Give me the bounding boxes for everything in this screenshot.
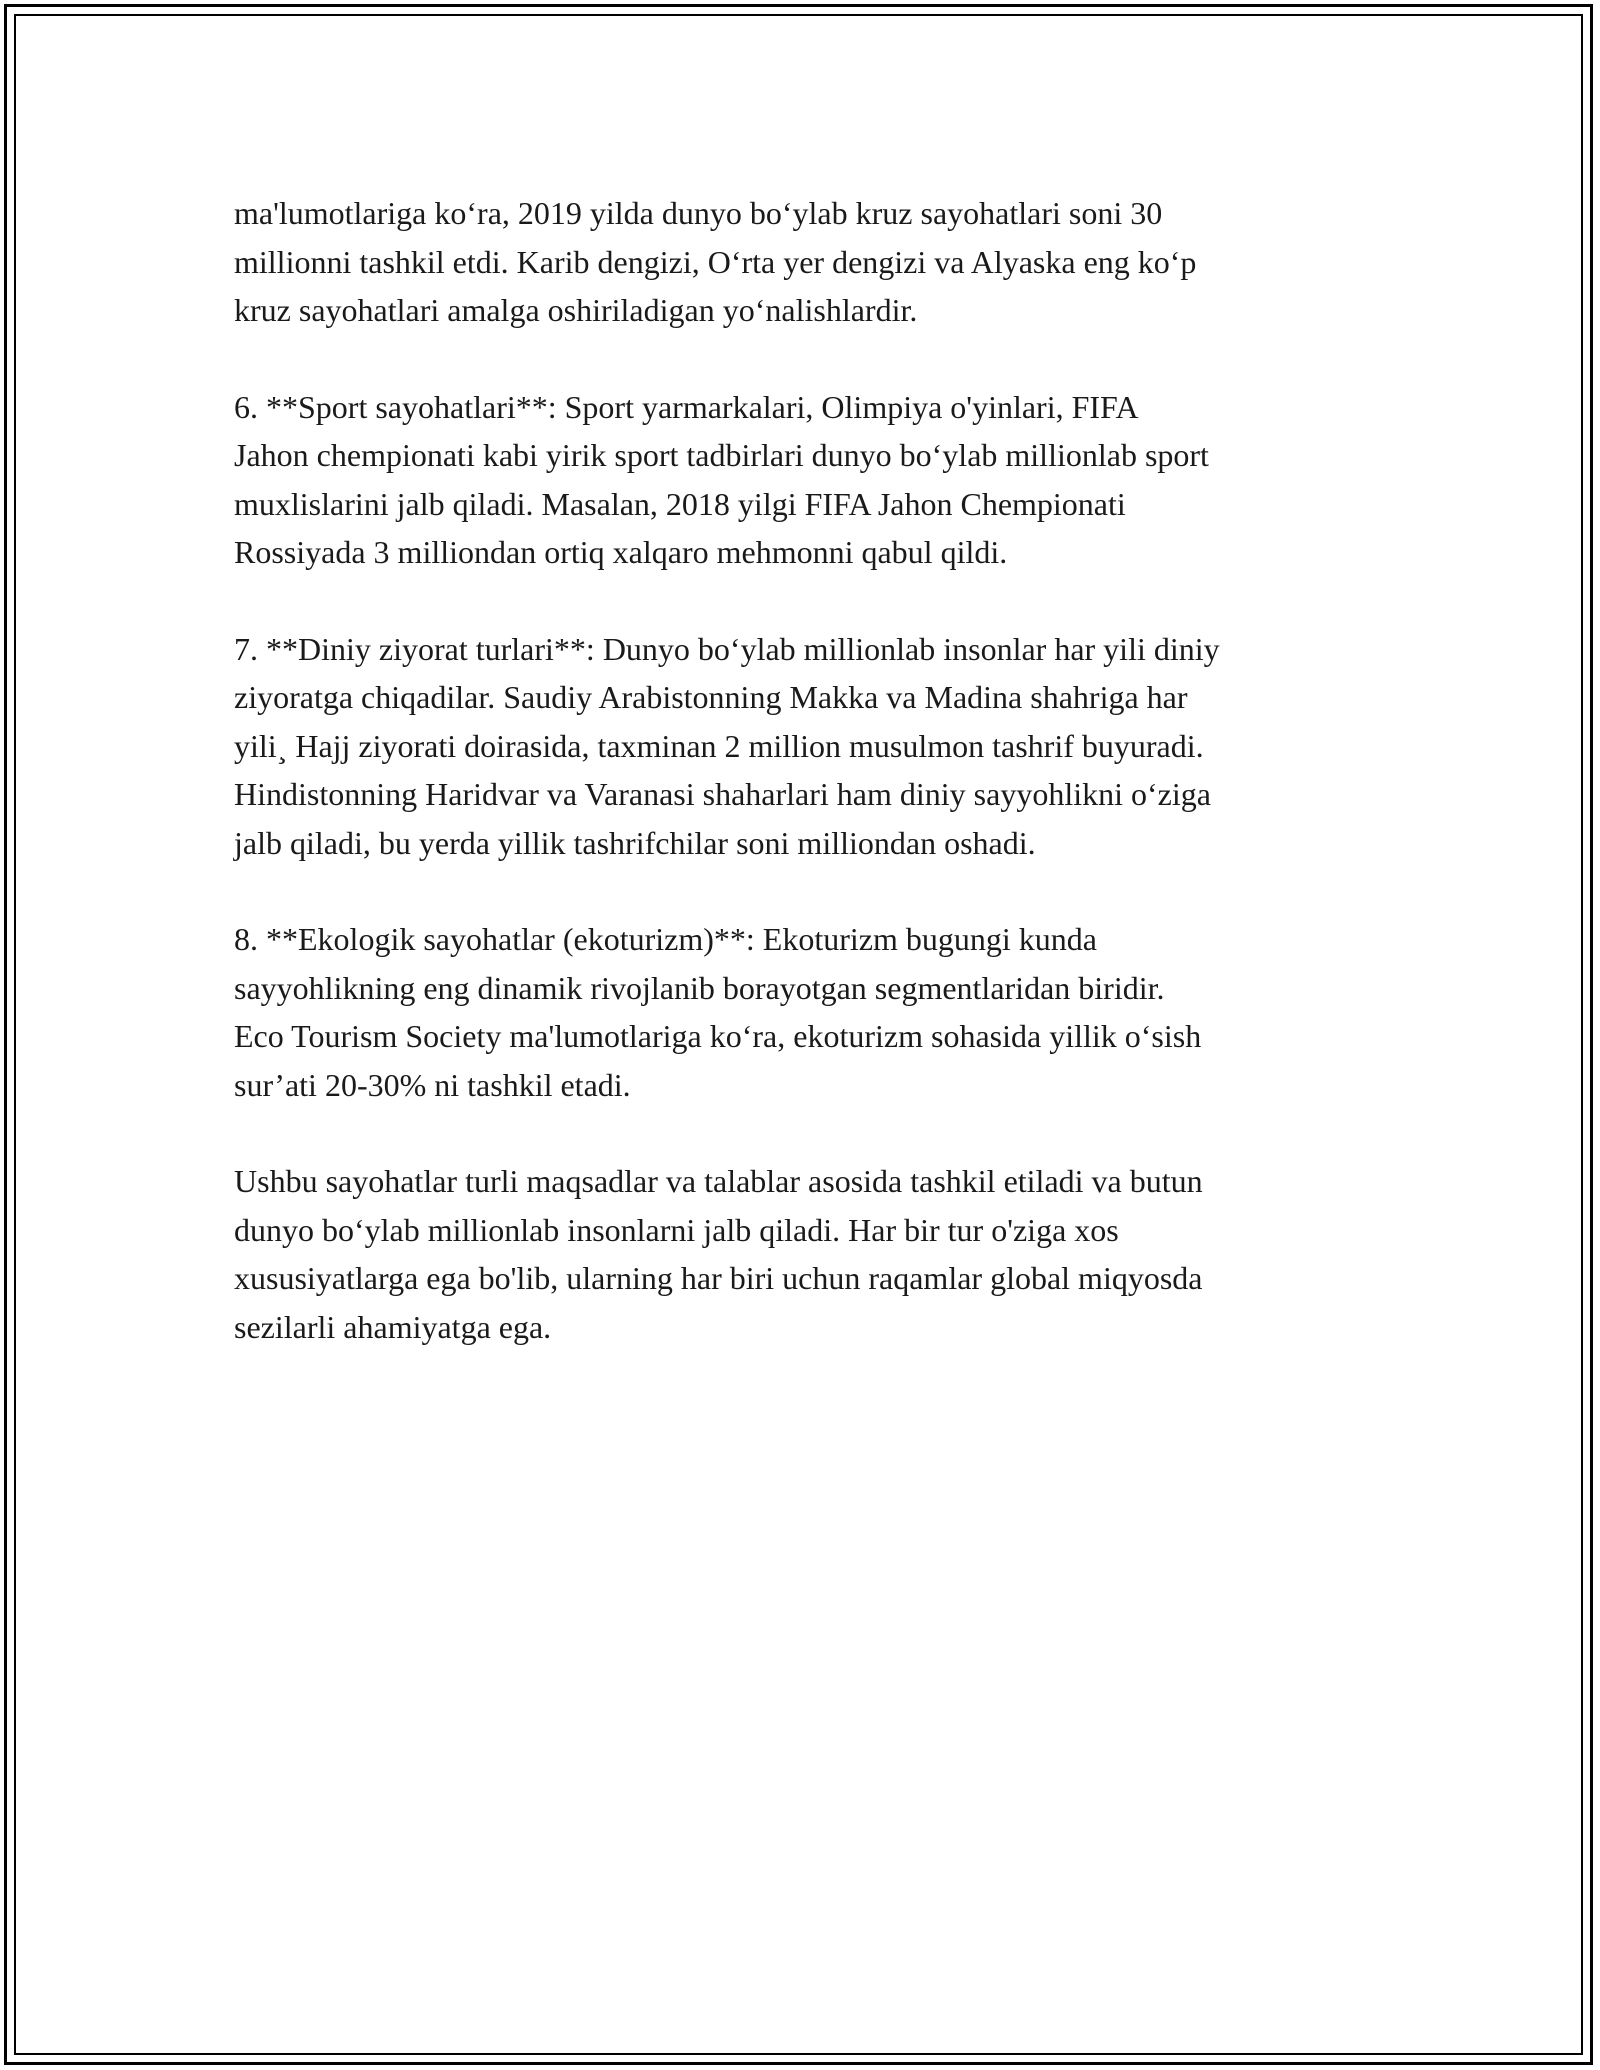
- text-line: Eco Tourism Society ma'lumotlariga ko‘ra, ekoturizm sohasida yillik o‘sish: [234, 1018, 1202, 1054]
- paragraph-cruise-continued: [234, 189, 1394, 335]
- paragraph-sport-travel: [234, 383, 1394, 577]
- text-line: millionni tashkil etdi. Karib dengizi, O‘rta yer dengizi va Alyaska eng ko‘p: [234, 243, 1197, 280]
- paragraph-ecotourism: [234, 915, 1394, 1109]
- text-line: jalb qiladi, bu yerda yillik tashrifchilar soni milliondan oshadi.: [234, 824, 1036, 861]
- text-line: 8. **Ekologik sayohatlar (ekoturizm)**: Ekoturizm bugungi kunda: [234, 921, 1097, 957]
- text-line: muxlislarini jalb qiladi. Masalan, 2018 yilgi FIFA Jahon Chempionati: [234, 485, 1126, 522]
- text-line: ma'lumotlariga ko‘ra, 2019 yilda dunyo bo‘ylab kruz sayohatlari soni 30: [234, 195, 1163, 231]
- text-line: sur’ati 20-30% ni tashkil etadi.: [234, 1066, 631, 1103]
- text-line: ziyoratga chiqadilar. Saudiy Arabistonning Makka va Madina shahriga har: [234, 679, 1188, 715]
- text-line: 7. **Diniy ziyorat turlari**: Dunyo bo‘ylab millionlab insonlar har yili diniy: [234, 630, 1220, 667]
- text-line: Jahon chempionati kabi yirik sport tadbirlari dunyo bo‘ylab millionlab sport: [234, 437, 1209, 473]
- text-line: Ushbu sayohatlar turli maqsadlar va talablar asosida tashkil etiladi va butun: [234, 1163, 1203, 1199]
- paragraph-conclusion: [234, 1157, 1394, 1351]
- text-line: yili¸ Hajj ziyorati doirasida, taxminan 2 million musulmon tashrif buyuradi.: [234, 727, 1204, 764]
- paragraph-religious-pilgrimage: [234, 625, 1394, 868]
- document-body: [234, 189, 1394, 1399]
- text-line: Hindistonning Haridvar va Varanasi shaharlari ham diniy sayyohlikni o‘ziga: [234, 776, 1211, 812]
- text-line: 6. **Sport sayohatlari**: Sport yarmarkalari, Olimpiya o'yinlari, FIFA: [234, 388, 1139, 425]
- text-line: kruz sayohatlari amalga oshiriladigan yo‘nalishlardir.: [234, 292, 918, 328]
- text-line: dunyo bo‘ylab millionlab insonlarni jalb qiladi. Har bir tur o'ziga xos: [234, 1211, 1119, 1248]
- text-line: xususiyatlarga ega bo'lib, ularning har biri uchun raqamlar global miqyosda: [234, 1260, 1203, 1296]
- text-line: sezilarli ahamiyatga ega.: [234, 1308, 552, 1345]
- text-line: Rossiyada 3 milliondan ortiq xalqaro mehmonni qabul qildi.: [234, 534, 1008, 570]
- text-line: sayyohlikning eng dinamik rivojlanib borayotgan segmentlaridan biridir.: [234, 969, 1165, 1006]
